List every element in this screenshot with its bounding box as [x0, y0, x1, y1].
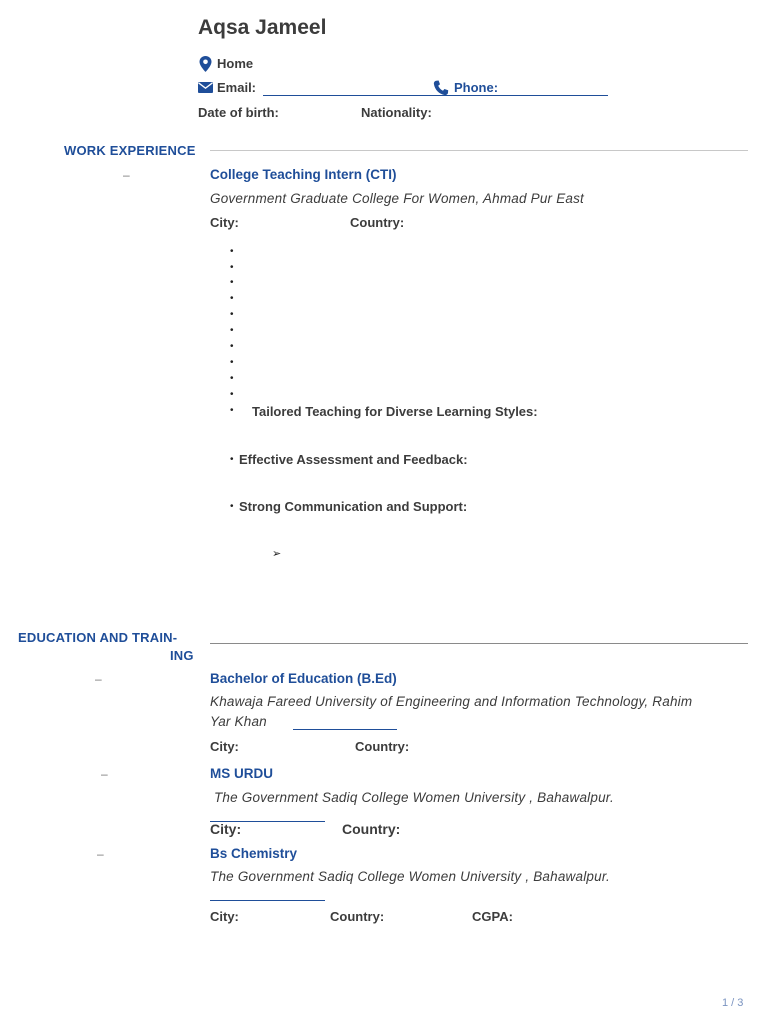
empty-bullet: •	[230, 325, 234, 336]
city-label: City:	[210, 821, 242, 837]
country-label: Country:	[350, 215, 405, 230]
institution-name-cont: Yar Khan	[210, 714, 267, 729]
empty-bullet: •	[230, 277, 234, 288]
link-underline[interactable]	[210, 900, 325, 901]
empty-bullet: •	[230, 262, 234, 273]
phone-icon	[433, 80, 449, 96]
country-label: Country:	[342, 821, 401, 837]
date-dash: –	[123, 168, 130, 182]
institution-name: The Government Sadiq College Women University , Bahawalpur.	[210, 790, 614, 805]
city-label: City:	[210, 739, 239, 754]
candidate-name: Aqsa Jameel	[198, 16, 327, 39]
work-experience-heading: WORK EXPERIENCE	[64, 143, 196, 158]
institution-name: Khawaja Fareed University of Engineering and Information Technology, Rahim	[210, 694, 693, 709]
empty-bullet: •	[230, 293, 234, 304]
section-divider	[210, 643, 748, 644]
education-heading-line2: ING	[170, 648, 194, 663]
empty-bullet: •	[230, 373, 234, 384]
job-title: College Teaching Intern (CTI)	[210, 167, 397, 182]
phone-field[interactable]	[433, 95, 608, 96]
page-indicator: 1 / 3	[722, 997, 744, 1009]
home-label: Home	[217, 56, 254, 71]
highlight-item: Strong Communication and Support:	[239, 499, 468, 514]
map-pin-icon	[199, 56, 212, 72]
employer-name: Government Graduate College For Women, Ahmad Pur East	[210, 191, 585, 206]
degree-title: Bs Chemistry	[210, 846, 298, 861]
section-divider	[210, 150, 748, 151]
highlight-bullet: •	[230, 454, 234, 465]
city-label: City:	[210, 215, 239, 230]
country-label: Country:	[330, 909, 385, 924]
cgpa-label: CGPA:	[472, 909, 513, 924]
date-of-birth-label: Date of birth:	[198, 105, 279, 120]
institution-name: The Government Sadiq College Women University , Bahawalpur.	[210, 869, 610, 884]
date-dash: –	[95, 672, 102, 686]
empty-bullet: •	[230, 389, 234, 400]
arrow-bullet-icon: ➢	[272, 548, 282, 560]
highlight-bullet: •	[230, 501, 234, 512]
empty-bullet: •	[230, 341, 234, 352]
empty-bullet: •	[230, 246, 234, 257]
date-dash: –	[97, 847, 104, 861]
envelope-icon	[198, 82, 213, 93]
highlight-bullet: •	[230, 405, 234, 416]
highlight-item: Tailored Teaching for Diverse Learning Styles:	[252, 404, 538, 419]
phone-label: Phone:	[454, 80, 499, 95]
link-underline[interactable]	[293, 729, 397, 730]
degree-title: Bachelor of Education (B.Ed)	[210, 671, 397, 686]
email-label: Email:	[217, 80, 257, 95]
empty-bullet: •	[230, 357, 234, 368]
nationality-label: Nationality:	[361, 105, 432, 120]
empty-bullet: •	[230, 309, 234, 320]
email-field[interactable]	[263, 95, 435, 96]
education-heading-line1: EDUCATION AND TRAIN-	[18, 630, 178, 645]
degree-title: MS URDU	[210, 766, 273, 781]
country-label: Country:	[355, 739, 410, 754]
date-dash: –	[101, 767, 108, 781]
highlight-item: Effective Assessment and Feedback:	[239, 452, 468, 467]
city-label: City:	[210, 909, 239, 924]
